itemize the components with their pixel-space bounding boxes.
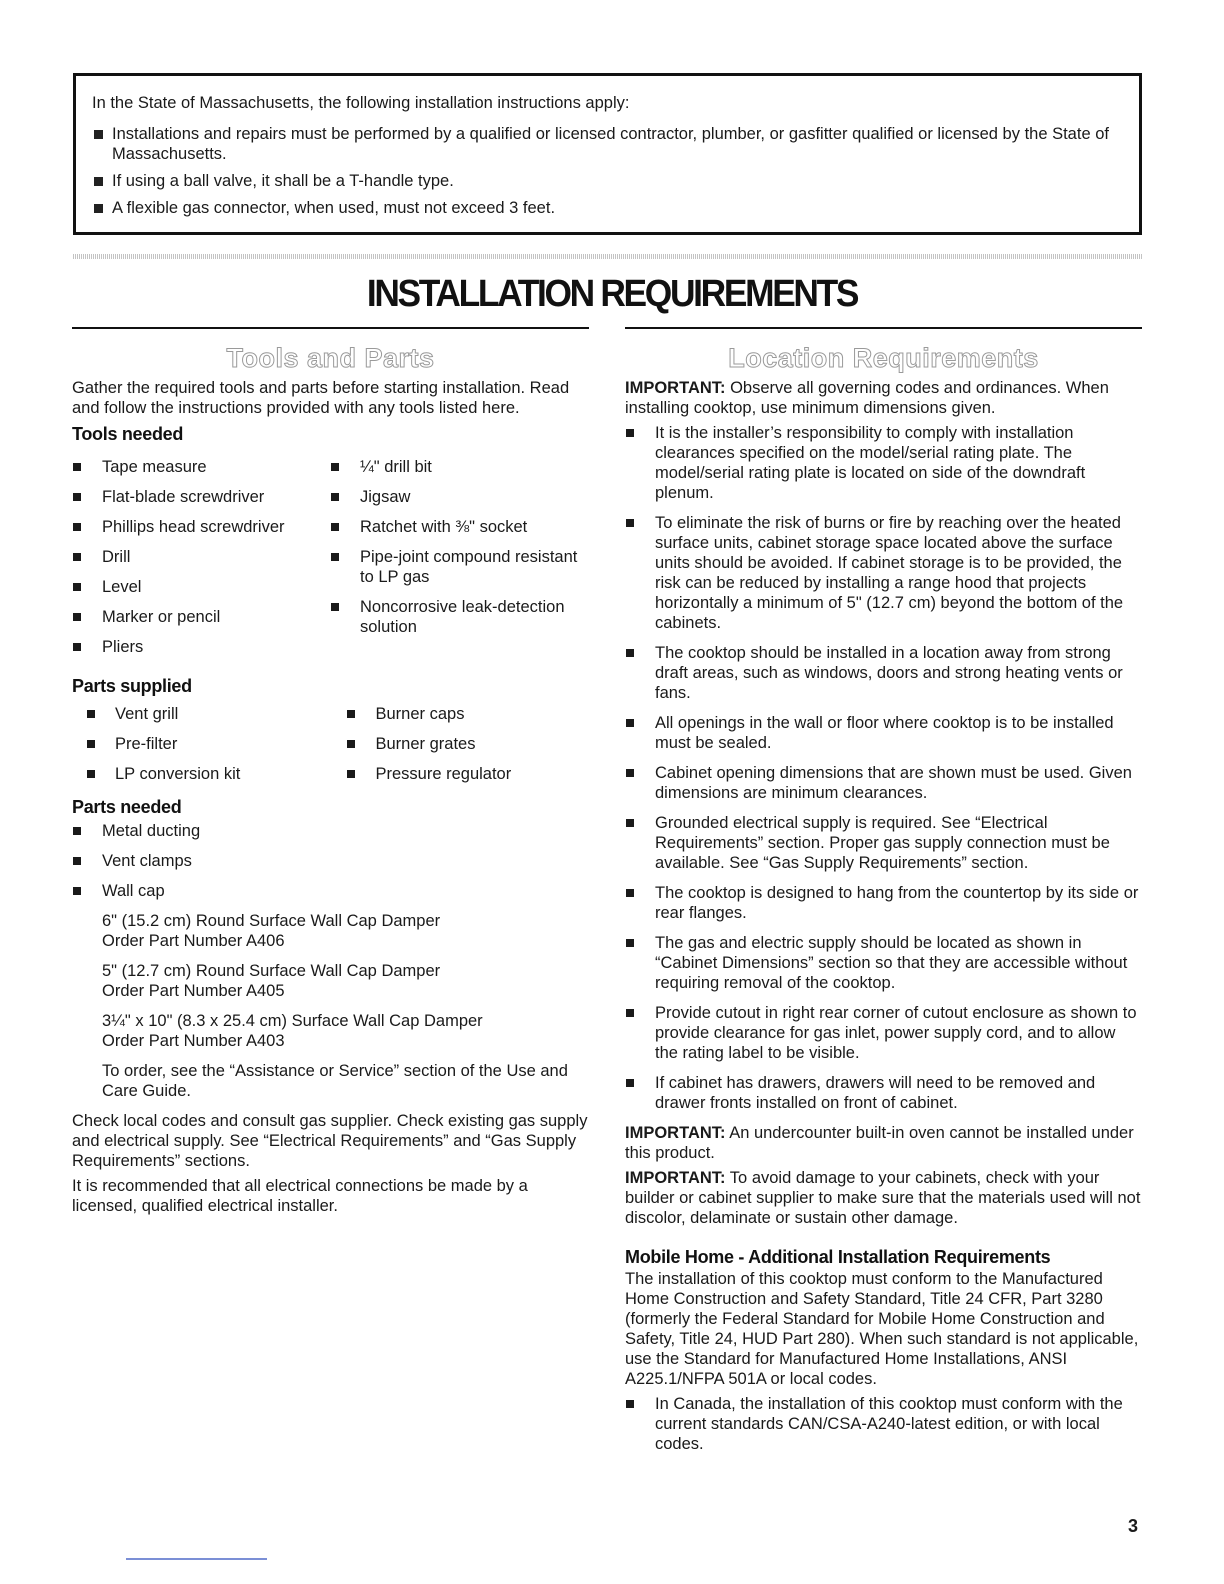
important-cabinet-text: To avoid damage to your cabinets, check with your builder or cabinet supplier to make sure that the materials used will not discolor, delaminate or sustain other damage. [625,1169,1141,1227]
parts-supplied-list [72,704,589,794]
section-rule-right [625,327,1142,329]
parts-needed-list [72,821,589,901]
list-item: Pipe-joint compound resistant to LP gas [330,547,588,587]
tools-needed-list [72,457,589,667]
list-item: Tape measure [72,457,330,477]
tools-intro: Gather the required tools and parts before starting installation. Read and follow the instructions provided with any tools listed here. [72,379,570,417]
list-item: In Canada, the installation of this cooktop must conform with the current standards CAN/CSA-A240-latest edition, or with local codes. [625,1394,1142,1454]
parts-supplied-left [72,704,332,794]
list-item: LP conversion kit [72,764,332,784]
tools-list-left [72,457,330,667]
list-item: All openings in the wall or floor where cooktop is to be installed must be sealed. [625,713,1142,753]
important-label: IMPORTANT: [625,379,726,397]
wall-cap-name: 3¼" x 10" (8.3 x 25.4 cm) Surface Wall Cap Damper [102,1012,483,1030]
list-item: Vent grill [72,704,332,724]
wall-cap-option [72,911,589,951]
location-intro [625,378,1142,418]
list-item: Noncorrosive leak-detection solution [330,597,588,637]
list-item: Marker or pencil [72,607,330,627]
list-item: If cabinet has drawers, drawers will need to be removed and drawer fronts installed on front of cabinet. [625,1073,1142,1113]
tools-list-right [330,457,588,667]
parts-supplied-heading: Parts supplied [72,676,192,696]
list-item: Wall cap [72,881,589,901]
order-note: To order, see the “Assistance or Service” section of the Use and Care Guide. [102,1062,568,1100]
wall-cap-option [72,961,589,1001]
right-column [625,378,1142,1454]
list-item: Burner grates [332,734,589,754]
list-item: Jigsaw [330,487,588,507]
list-item: A flexible gas connector, when used, must not exceed 3 feet. [92,198,1119,218]
list-item: Pliers [72,637,330,657]
wall-cap-part-number: Order Part Number A406 [102,932,285,950]
wall-cap-part-number: Order Part Number A403 [102,1032,285,1050]
list-item: To eliminate the risk of burns or fire by reaching over the heated surface units, cabinet storage space located above the surface units should be avoided. If cabinet storage is to be provided, the risk can be reduced by installing a range hood that projects horizontally a minimum of 5" (12.7 cm) beyond the bottom of the cabinets. [625,513,1142,633]
list-item: Burner caps [332,704,589,724]
list-item: Drill [72,547,330,567]
mobile-home-heading: Mobile Home - Additional Installation Requirements [625,1247,1051,1267]
list-item: Grounded electrical supply is required. See “Electrical Requirements” section. Proper gas supply connection must be available. See “Gas Supply Requirements” section. [625,813,1142,873]
section-rule-left [72,327,589,329]
massachusetts-list [92,124,1119,218]
list-item: The cooktop should be installed in a location away from strong draft areas, such as windows, doors and strong heating vents or fans. [625,643,1142,703]
wall-cap-name: 5" (12.7 cm) Round Surface Wall Cap Damper [102,962,441,980]
location-intro-text: Observe all governing codes and ordinances. When installing cooktop, use minimum dimensions given. [625,379,1109,417]
wall-cap-option [72,1011,589,1051]
massachusetts-notice-box [73,73,1142,235]
massachusetts-intro: In the State of Massachusetts, the following installation instructions apply: [92,94,630,112]
tools-needed-heading: Tools needed [72,424,184,444]
important-label: IMPORTANT: [625,1124,726,1142]
list-item: Level [72,577,330,597]
list-item: Flat-blade screwdriver [72,487,330,507]
list-item: Cabinet opening dimensions that are shown must be used. Given dimensions are minimum clearances. [625,763,1142,803]
left-column [72,378,589,1221]
section-title-location-requirements: Location Requirements [728,343,1039,373]
list-item: Installations and repairs must be performed by a qualified or licensed contractor, plumber, or gasfitter qualified or licensed by the State of Massachusetts. [92,124,1119,164]
page-number: 3 [1128,1516,1139,1536]
list-item: Pressure regulator [332,764,589,784]
list-item: Provide cutout in right rear corner of cutout enclosure as shown to provide clearance for gas inlet, power supply cord, and to allow the rating label to be visible. [625,1003,1142,1063]
list-item: Ratchet with ⅜" socket [330,517,588,537]
list-item: If using a ball valve, it shall be a T-handle type. [92,171,1119,191]
list-item: ¼" drill bit [330,457,588,477]
canada-list [625,1394,1142,1454]
list-item: Metal ducting [72,821,589,841]
page-title: INSTALLATION REQUIREMENTS [366,273,858,315]
important-label: IMPORTANT: [625,1169,726,1187]
check-codes-paragraph: Check local codes and consult gas supplier. Check existing gas supply and electrical supply. See “Electrical Requirements” and “Gas Supply Requirements” sections. [72,1112,588,1170]
list-item: It is the installer’s responsibility to comply with installation clearances specified on the model/serial rating plate. The model/serial rating plate is located on side of the downdraft plenum. [625,423,1142,503]
important-cabinet-note [625,1168,1142,1228]
list-item: The cooktop is designed to hang from the countertop by its side or rear flanges. [625,883,1142,923]
important-oven-note [625,1123,1142,1163]
footer-divider [126,1558,267,1560]
list-item: The gas and electric supply should be located as shown in “Cabinet Dimensions” section so that they are accessible without requiring removal of the cooktop. [625,933,1142,993]
important-oven-text: An undercounter built-in oven cannot be installed under this product. [625,1124,1134,1162]
parts-needed-heading: Parts needed [72,797,182,817]
electrical-note-paragraph: It is recommended that all electrical connections be made by a licensed, qualified electrical installer. [72,1177,528,1215]
list-item: Pre-filter [72,734,332,754]
dotted-divider [73,254,1142,259]
section-title-tools-and-parts: Tools and Parts [226,343,435,373]
parts-supplied-right [332,704,589,794]
wall-cap-part-number: Order Part Number A405 [102,982,285,1000]
location-requirements-list [625,423,1142,1113]
list-item: Phillips head screwdriver [72,517,330,537]
mobile-home-paragraph: The installation of this cooktop must conform to the Manufactured Home Construction and Safety Standard, Title 24 CFR, Part 3280 (formerly the Federal Standard for Mobile Home Construction and Safety, Title 24, HUD Part 280). When such standard is not applicable, use the Standard for Manufactured Home Installations, ANSI A225.1/NFPA 501A or local codes. [625,1270,1139,1388]
wall-cap-name: 6" (15.2 cm) Round Surface Wall Cap Damper [102,912,441,930]
list-item: Vent clamps [72,851,589,871]
